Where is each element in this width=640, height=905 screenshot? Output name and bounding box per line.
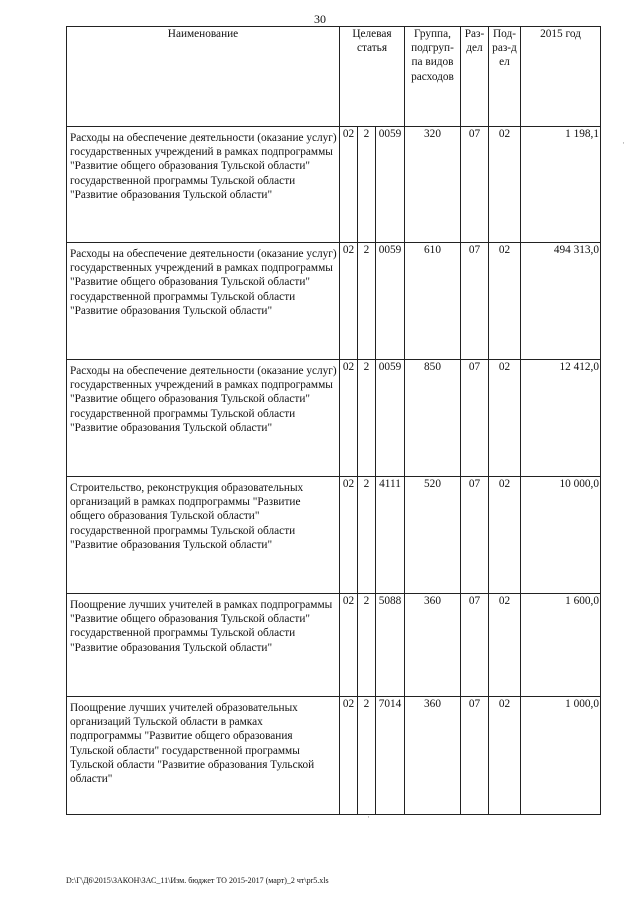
- row-podrazdel: 02: [489, 477, 521, 594]
- row-prog: 02: [340, 127, 358, 243]
- row-group: 520: [405, 477, 461, 594]
- row-sub: 2: [358, 594, 376, 697]
- row-amount: 12 412,0: [521, 360, 601, 477]
- table-row: [67, 360, 601, 477]
- header-podrazdel: [489, 27, 521, 127]
- row-sub: 2: [358, 360, 376, 477]
- row-razdel: 07: [461, 697, 489, 815]
- row-sub: 2: [358, 477, 376, 594]
- row-razdel: 07: [461, 477, 489, 594]
- row-amount: 10 000,0: [521, 477, 601, 594]
- header-group-text: Группа, подгруп-па видов расходов: [411, 28, 454, 83]
- row-name: Расходы на обеспечение деятельности (оказание услуг) государственных учреждений в рамках подпрограммы "Развитие общего образования Тульской области" государственной программы Тульской области "Развитие образования Тульской области": [67, 243, 340, 360]
- row-group: 850: [405, 360, 461, 477]
- header-group: [405, 27, 461, 127]
- footer-file-path: D:\Г\Д6\2015\ЗАКОН\ЗАС_11\Изм. бюджет ТО 2015-2017 (март)_2 чт\pr5.xls: [66, 876, 329, 885]
- row-code: 5088: [376, 594, 405, 697]
- scan-mark: ·: [622, 138, 625, 148]
- row-podrazdel: 02: [489, 594, 521, 697]
- row-podrazdel: 02: [489, 243, 521, 360]
- table-row: [67, 594, 601, 697]
- header-razdel: [461, 27, 489, 127]
- row-sub: 2: [358, 697, 376, 815]
- row-razdel: 07: [461, 127, 489, 243]
- row-name: Расходы на обеспечение деятельности (оказание услуг) государственных учреждений в рамках подпрограммы "Развитие общего образования Тульской области" государственной программы Тульской области "Развитие образования Тульской области": [67, 360, 340, 477]
- table-row: [67, 477, 601, 594]
- header-target-text: Целевая статья: [352, 28, 392, 55]
- row-razdel: 07: [461, 243, 489, 360]
- header-razdel-text: Раз-дел: [464, 28, 485, 55]
- row-amount: 1 600,0: [521, 594, 601, 697]
- row-prog: 02: [340, 594, 358, 697]
- table-row: [67, 697, 601, 815]
- header-year: 2015 год: [521, 27, 601, 127]
- row-podrazdel: 02: [489, 697, 521, 815]
- row-amount: 1 000,0: [521, 697, 601, 815]
- table-row: [67, 127, 601, 243]
- row-code: 0059: [376, 360, 405, 477]
- row-amount: 1 198,1: [521, 127, 601, 243]
- row-name: Строительство, реконструкция образовательных организаций в рамках подпрограммы "Развитие общего образования Тульской области" государственной программы Тульской области "Развитие образования Тульской области": [67, 477, 340, 594]
- row-code: 7014: [376, 697, 405, 815]
- row-group: 320: [405, 127, 461, 243]
- row-sub: 2: [358, 243, 376, 360]
- row-group: 360: [405, 697, 461, 815]
- budget-table: [66, 26, 601, 815]
- row-razdel: 07: [461, 360, 489, 477]
- row-code: 4111: [376, 477, 405, 594]
- row-razdel: 07: [461, 594, 489, 697]
- row-amount: 494 313,0: [521, 243, 601, 360]
- row-prog: 02: [340, 697, 358, 815]
- row-name: Расходы на обеспечение деятельности (оказание услуг) государственных учреждений в рамках подпрограммы "Развитие общего образования Тульской области" государственной программы Тульской области "Развитие образования Тульской области": [67, 127, 340, 243]
- row-prog: 02: [340, 360, 358, 477]
- row-sub: 2: [358, 127, 376, 243]
- row-prog: 02: [340, 243, 358, 360]
- row-podrazdel: 02: [489, 127, 521, 243]
- table-header-row: [67, 27, 601, 127]
- row-code: 0059: [376, 127, 405, 243]
- scan-mark: ·: [367, 812, 370, 822]
- row-name: Поощрение лучших учителей образовательных организаций Тульской области в рамках подпрограммы "Развитие общего образования Тульской области" государственной программы Тульской области "Развитие образования Тульской области": [67, 697, 340, 815]
- header-name: Наименование: [67, 27, 340, 127]
- row-prog: 02: [340, 477, 358, 594]
- row-podrazdel: 02: [489, 360, 521, 477]
- table-row: [67, 243, 601, 360]
- header-podrazdel-text: Под-раз-дел: [492, 28, 517, 69]
- row-group: 360: [405, 594, 461, 697]
- header-target: [340, 27, 405, 127]
- row-code: 0059: [376, 243, 405, 360]
- row-group: 610: [405, 243, 461, 360]
- row-name: Поощрение лучших учителей в рамках подпрограммы "Развитие общего образования Тульской области" государственной программы Тульской области "Развитие образования Тульской области": [67, 594, 340, 697]
- page-number: 30: [314, 12, 326, 26]
